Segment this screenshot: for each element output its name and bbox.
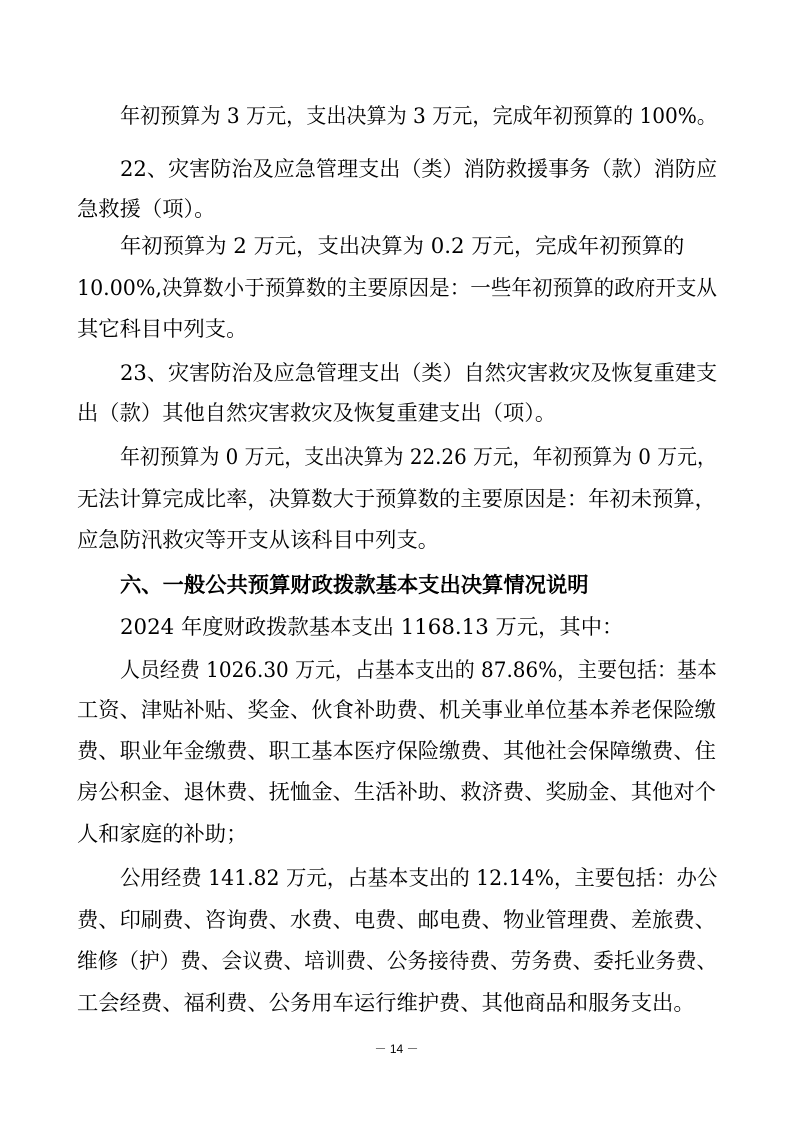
paragraph-line: 人和家庭的补助； <box>77 822 248 847</box>
paragraph-line: 工资、津贴补贴、奖金、伙食补助费、机关事业单位基本养老保险缴 <box>77 698 716 723</box>
paragraph-line: 出（款）其他自然灾害救灾及恢复重建支出（项）。 <box>77 401 557 426</box>
section-heading-22: 22、灾害防治及应急管理支出（类）消防救援事务（款）消防应 <box>120 157 718 182</box>
paragraph-line: 10.00%,决算数小于预算数的主要原因是：一些年初预算的政府开支从 <box>77 276 717 301</box>
paragraph-line: 费、印刷费、咨询费、水费、电费、邮电费、物业管理费、差旅费、 <box>77 908 716 933</box>
paragraph-line: 2024 年度财政拨款基本支出 1168.13 万元，其中： <box>120 615 624 640</box>
paragraph-line: 年初预算为 0 万元，支出决算为 22.26 万元，年初预算为 0 万元， <box>120 445 717 470</box>
paragraph-line: 维修（护）费、会议费、培训费、公务接待费、劳务费、委托业务费、 <box>77 949 718 974</box>
section-heading-23: 23、灾害防治及应急管理支出（类）自然灾害救灾及恢复重建支 <box>120 361 718 386</box>
paragraph-line: 工会经费、福利费、公务用车运行维护费、其他商品和服务支出。 <box>77 991 695 1016</box>
paragraph-line: 费、职业年金缴费、职工基本医疗保险缴费、其他社会保障缴费、住 <box>77 739 716 764</box>
paragraph-line: 房公积金、退休费、抚恤金、生活补助、救济费、奖励金、其他对个 <box>77 780 716 805</box>
paragraph-line: 人员经费 1026.30 万元，占基本支出的 87.86%，主要包括：基本 <box>120 658 717 683</box>
paragraph-line: 应急防汛救灾等开支从该科目中列支。 <box>77 528 440 553</box>
paragraph-line: 公用经费 141.82 万元，占基本支出的 12.14%，主要包括：办公 <box>120 866 718 891</box>
paragraph-line: 其它科目中列支。 <box>77 317 248 342</box>
page-number: － 14 － <box>374 1042 419 1056</box>
section-heading-six: 六、一般公共预算财政拨款基本支出决算情况说明 <box>120 573 589 598</box>
paragraph-line: 无法计算完成比率，决算数大于预算数的主要原因是：年初未预算， <box>77 487 716 512</box>
paragraph-line: 年初预算为 3 万元，支出决算为 3 万元，完成年初预算的 100%。 <box>120 104 717 129</box>
paragraph-line: 急救援（项）。 <box>77 197 216 222</box>
paragraph-line: 年初预算为 2 万元，支出决算为 0.2 万元，完成年初预算的 <box>120 234 685 259</box>
